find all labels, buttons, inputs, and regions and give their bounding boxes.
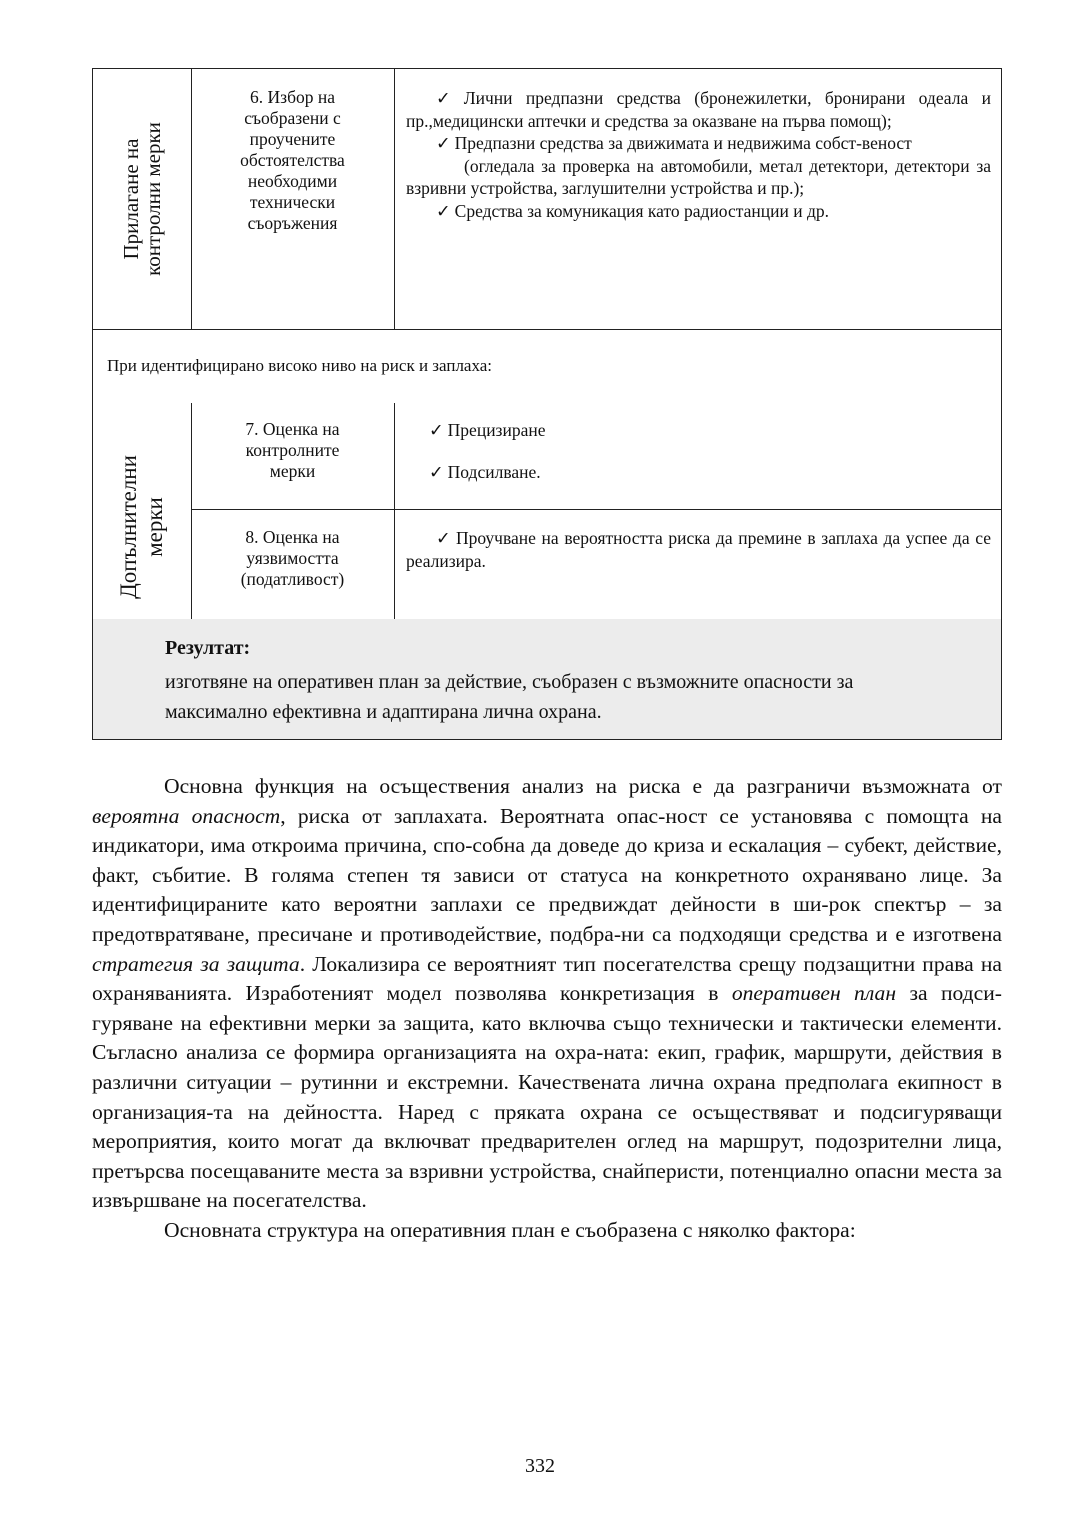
section-label-line: мерки bbox=[142, 497, 167, 557]
body-paragraph bbox=[92, 1216, 1002, 1246]
step-6-title bbox=[191, 87, 394, 234]
step-7-title bbox=[191, 419, 394, 482]
body-text bbox=[92, 772, 1002, 1246]
equipment-item bbox=[406, 155, 991, 200]
step-title-line: проучените bbox=[249, 129, 336, 149]
equipment-item bbox=[406, 200, 991, 223]
risk-measures-table bbox=[92, 68, 1002, 740]
section-label-line: Допълнителни bbox=[116, 455, 141, 599]
equipment-item-text: (огледала за проверка на автомобили, метал детектори, детектори за взривни устройства, заглушителни устройства и пр.); bbox=[406, 155, 991, 198]
section-label-additional-measures bbox=[116, 419, 168, 635]
page-number: 332 bbox=[525, 1455, 555, 1477]
step-title-line: съобразени с bbox=[244, 108, 341, 128]
emphasized-term: оперативен план bbox=[731, 981, 897, 1006]
row-divider bbox=[93, 329, 1001, 330]
checkmark-icon: ✓ bbox=[436, 88, 460, 108]
result-box bbox=[93, 619, 1001, 739]
body-paragraph bbox=[92, 772, 1002, 1216]
step-title-line: необходими bbox=[247, 171, 338, 191]
equipment-item-text: Лични предпазни средства (бронежилетки, бронирани одеала и пр.,медицински аптечки и средства за оказване на първа помощ); bbox=[406, 88, 992, 131]
checkmark-icon: ✓ bbox=[429, 420, 444, 440]
emphasized-term: вероятна опасност bbox=[92, 803, 281, 828]
equipment-item-text: Средства за комуникация като радиостанции и др. bbox=[454, 200, 829, 221]
step-title-line: 7. Оценка на bbox=[245, 419, 340, 439]
section-label-line: Прилагане на bbox=[119, 138, 143, 260]
high-risk-note: При идентифицирано високо ниво на риск и заплаха: bbox=[107, 356, 493, 375]
paragraph-text: Основна функция на осъществения анализ на риска е да разграничи възможната от bbox=[164, 774, 1002, 798]
step-title-line: 6. Избор на bbox=[250, 87, 335, 107]
check-item bbox=[429, 419, 989, 442]
paragraph-text: Основната структура на оперативния план е съобразена с няколко фактора: bbox=[164, 1217, 856, 1242]
step-title-line: (податливост) bbox=[240, 569, 345, 589]
checkmark-icon: ✓ bbox=[436, 200, 451, 221]
step-title-line: технически bbox=[249, 192, 336, 212]
step-8-text: Проучване на вероятността риска да премине в заплаха да успее да се реализира. bbox=[406, 528, 992, 571]
checkmark-icon: ✓ bbox=[436, 133, 451, 153]
check-item bbox=[429, 461, 989, 484]
step-title-line: обстоятелства bbox=[240, 150, 345, 170]
step-title-line: уязвимостта bbox=[246, 548, 339, 568]
column-divider bbox=[394, 69, 395, 329]
row-divider bbox=[191, 509, 1001, 510]
section-label-line: контролни мерки bbox=[141, 122, 165, 276]
step-title-line: съоръжения bbox=[247, 213, 338, 233]
paragraph-text: за подси-гуряване на ефективни мерки за защита, като включва също технически и тактически елементи. Съгласно анализа се формира организацията на охра-ната: екип, график, маршрути, действия в различни ситуации – рутинни и екстремни. Качествената лична охрана предполага екипност в организация-та на дейността. Наред с пряката охрана се осъществяват и подсигуряващи мероприятия, които могат да включват предварителен оглед на маршрут, подозрителни лица, претърсва посещаваните места за взривни устройства, снайперисти, потенциално опасни места за извършване на посегателства. bbox=[92, 981, 1002, 1213]
check-item-text: Подсилване. bbox=[447, 461, 541, 482]
equipment-item bbox=[406, 87, 991, 132]
paragraph-text: , риска от заплахата. Вероятната опас-ност се установява с помощта на индикатори, има откроима причина, спо-собна да доведе до криза и ескалация – субект, действие, факт, събитие. В голяма степен тя зависи от статуса на конкретното охранявано лице. За идентифицираните като вероятни заплахи се предвиждат дейности в ши-рок спектър – за предотвратяване, пресичане и противодействие, подбра-ни са подходящи средства и е изготвена bbox=[92, 803, 1002, 946]
result-title: Резултат: bbox=[165, 637, 251, 659]
check-item-text: Прецизиране bbox=[447, 420, 546, 440]
equipment-item-text: Предпазни средства за движимата и недвижима собст-веност bbox=[454, 133, 912, 153]
emphasized-term: стратегия за защита bbox=[92, 951, 300, 976]
equipment-item bbox=[406, 132, 991, 155]
step-title-line: мерки bbox=[269, 461, 316, 481]
checkmark-icon: ✓ bbox=[436, 528, 452, 548]
step-8-content bbox=[406, 527, 991, 572]
paragraph-text: . Локализира се вероятният тип посегателства срещу подзащитни права на охраняванията. Изработеният модел позволява конкретизация в bbox=[92, 951, 1003, 1006]
checkmark-icon: ✓ bbox=[429, 461, 444, 482]
step-6-content bbox=[406, 87, 991, 222]
step-8-title bbox=[191, 527, 394, 590]
step-title-line: контролните bbox=[245, 440, 340, 460]
step-7-items bbox=[429, 419, 989, 483]
step-title-line: 8. Оценка на bbox=[245, 527, 340, 547]
result-text: изготвяне на оперативен план за действие, съобразен с възможните опасности за максимално ефективна и адаптирана лична охрана. bbox=[165, 671, 854, 723]
section-label-control-measures bbox=[120, 69, 164, 329]
column-divider bbox=[394, 403, 395, 619]
